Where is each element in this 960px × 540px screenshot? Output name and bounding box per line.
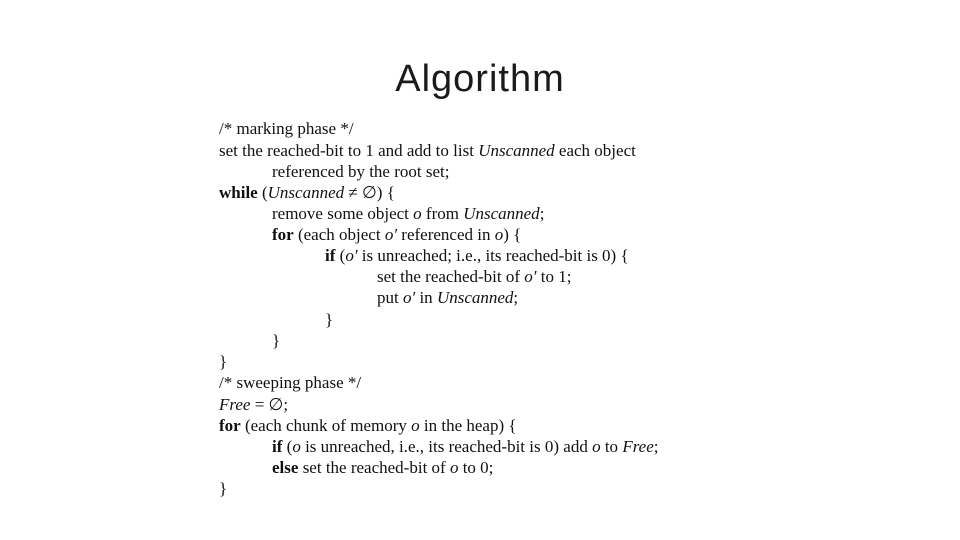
code-fragment: to	[600, 437, 623, 456]
code-variable: o′	[524, 267, 537, 286]
code-keyword: for	[219, 416, 241, 435]
code-text	[272, 224, 521, 245]
code-fragment: set the reached-bit of	[298, 458, 450, 477]
code-variable: Unscanned	[267, 183, 345, 202]
code-fragment: is unreached; i.e., its reached-bit is 0) {	[357, 246, 629, 265]
code-fragment: ;	[513, 288, 519, 307]
code-text	[325, 245, 629, 266]
code-keyword: else	[272, 458, 299, 477]
code-text	[219, 182, 395, 203]
code-fragment: each object	[554, 141, 636, 160]
code-keyword: if	[272, 437, 283, 456]
code-variable: o	[411, 416, 420, 435]
code-variable: o	[494, 225, 504, 244]
code-text	[272, 203, 544, 224]
code-variable: Unscanned	[436, 288, 514, 307]
code-keyword: if	[325, 246, 336, 265]
code-variable: Unscanned	[478, 141, 555, 160]
code-text	[219, 140, 636, 161]
code-text	[377, 287, 518, 308]
code-fragment: (each chunk of memory	[240, 416, 412, 435]
slide-title: Algorithm	[395, 58, 565, 100]
code-fragment: set the reached-bit to 1 and add to list	[219, 141, 479, 160]
code-variable: o	[592, 437, 601, 456]
code-fragment: ;	[539, 204, 545, 223]
code-fragment: ≠ ∅) {	[344, 183, 395, 202]
code-text: }	[325, 310, 334, 329]
comment-marking-phase: /* marking phase */	[219, 119, 354, 138]
code-text: }	[219, 479, 228, 498]
code-fragment: from	[421, 204, 464, 223]
code-text	[377, 266, 571, 287]
code-fragment: put	[377, 288, 403, 307]
code-fragment: ;	[653, 437, 659, 456]
code-keyword: while	[219, 183, 258, 202]
code-text: }	[272, 331, 281, 350]
code-text: }	[219, 352, 228, 371]
code-keyword: for	[272, 225, 294, 244]
code-text	[272, 457, 493, 478]
code-variable: o′	[384, 225, 398, 244]
code-text	[219, 415, 517, 436]
code-text: referenced by the root set;	[272, 162, 450, 181]
code-fragment: referenced in	[397, 225, 495, 244]
code-variable: Unscanned	[463, 204, 540, 223]
code-text	[272, 436, 659, 457]
code-fragment: set the reached-bit of	[377, 267, 525, 286]
code-variable: o	[449, 458, 459, 477]
code-fragment: in	[415, 288, 437, 307]
code-fragment: remove some object	[272, 204, 414, 223]
code-fragment: to 1;	[536, 267, 572, 286]
code-text	[219, 394, 288, 415]
code-fragment: = ∅;	[250, 395, 289, 414]
code-fragment: in the heap) {	[419, 416, 517, 435]
code-fragment: (	[335, 246, 346, 265]
code-fragment: is unreached, i.e., its reached-bit is 0) add	[300, 437, 593, 456]
code-variable: Free	[622, 437, 654, 456]
code-variable: o	[413, 204, 422, 223]
code-variable: Free	[219, 395, 251, 414]
code-fragment: ) {	[503, 225, 522, 244]
code-fragment: (each object	[293, 225, 385, 244]
code-fragment: (	[257, 183, 268, 202]
code-variable: o′	[402, 288, 416, 307]
code-variable: o	[292, 437, 301, 456]
comment-sweeping-phase: /* sweeping phase */	[219, 373, 362, 392]
code-fragment: to 0;	[458, 458, 494, 477]
code-fragment: (	[282, 437, 293, 456]
code-variable: o′	[345, 246, 358, 265]
